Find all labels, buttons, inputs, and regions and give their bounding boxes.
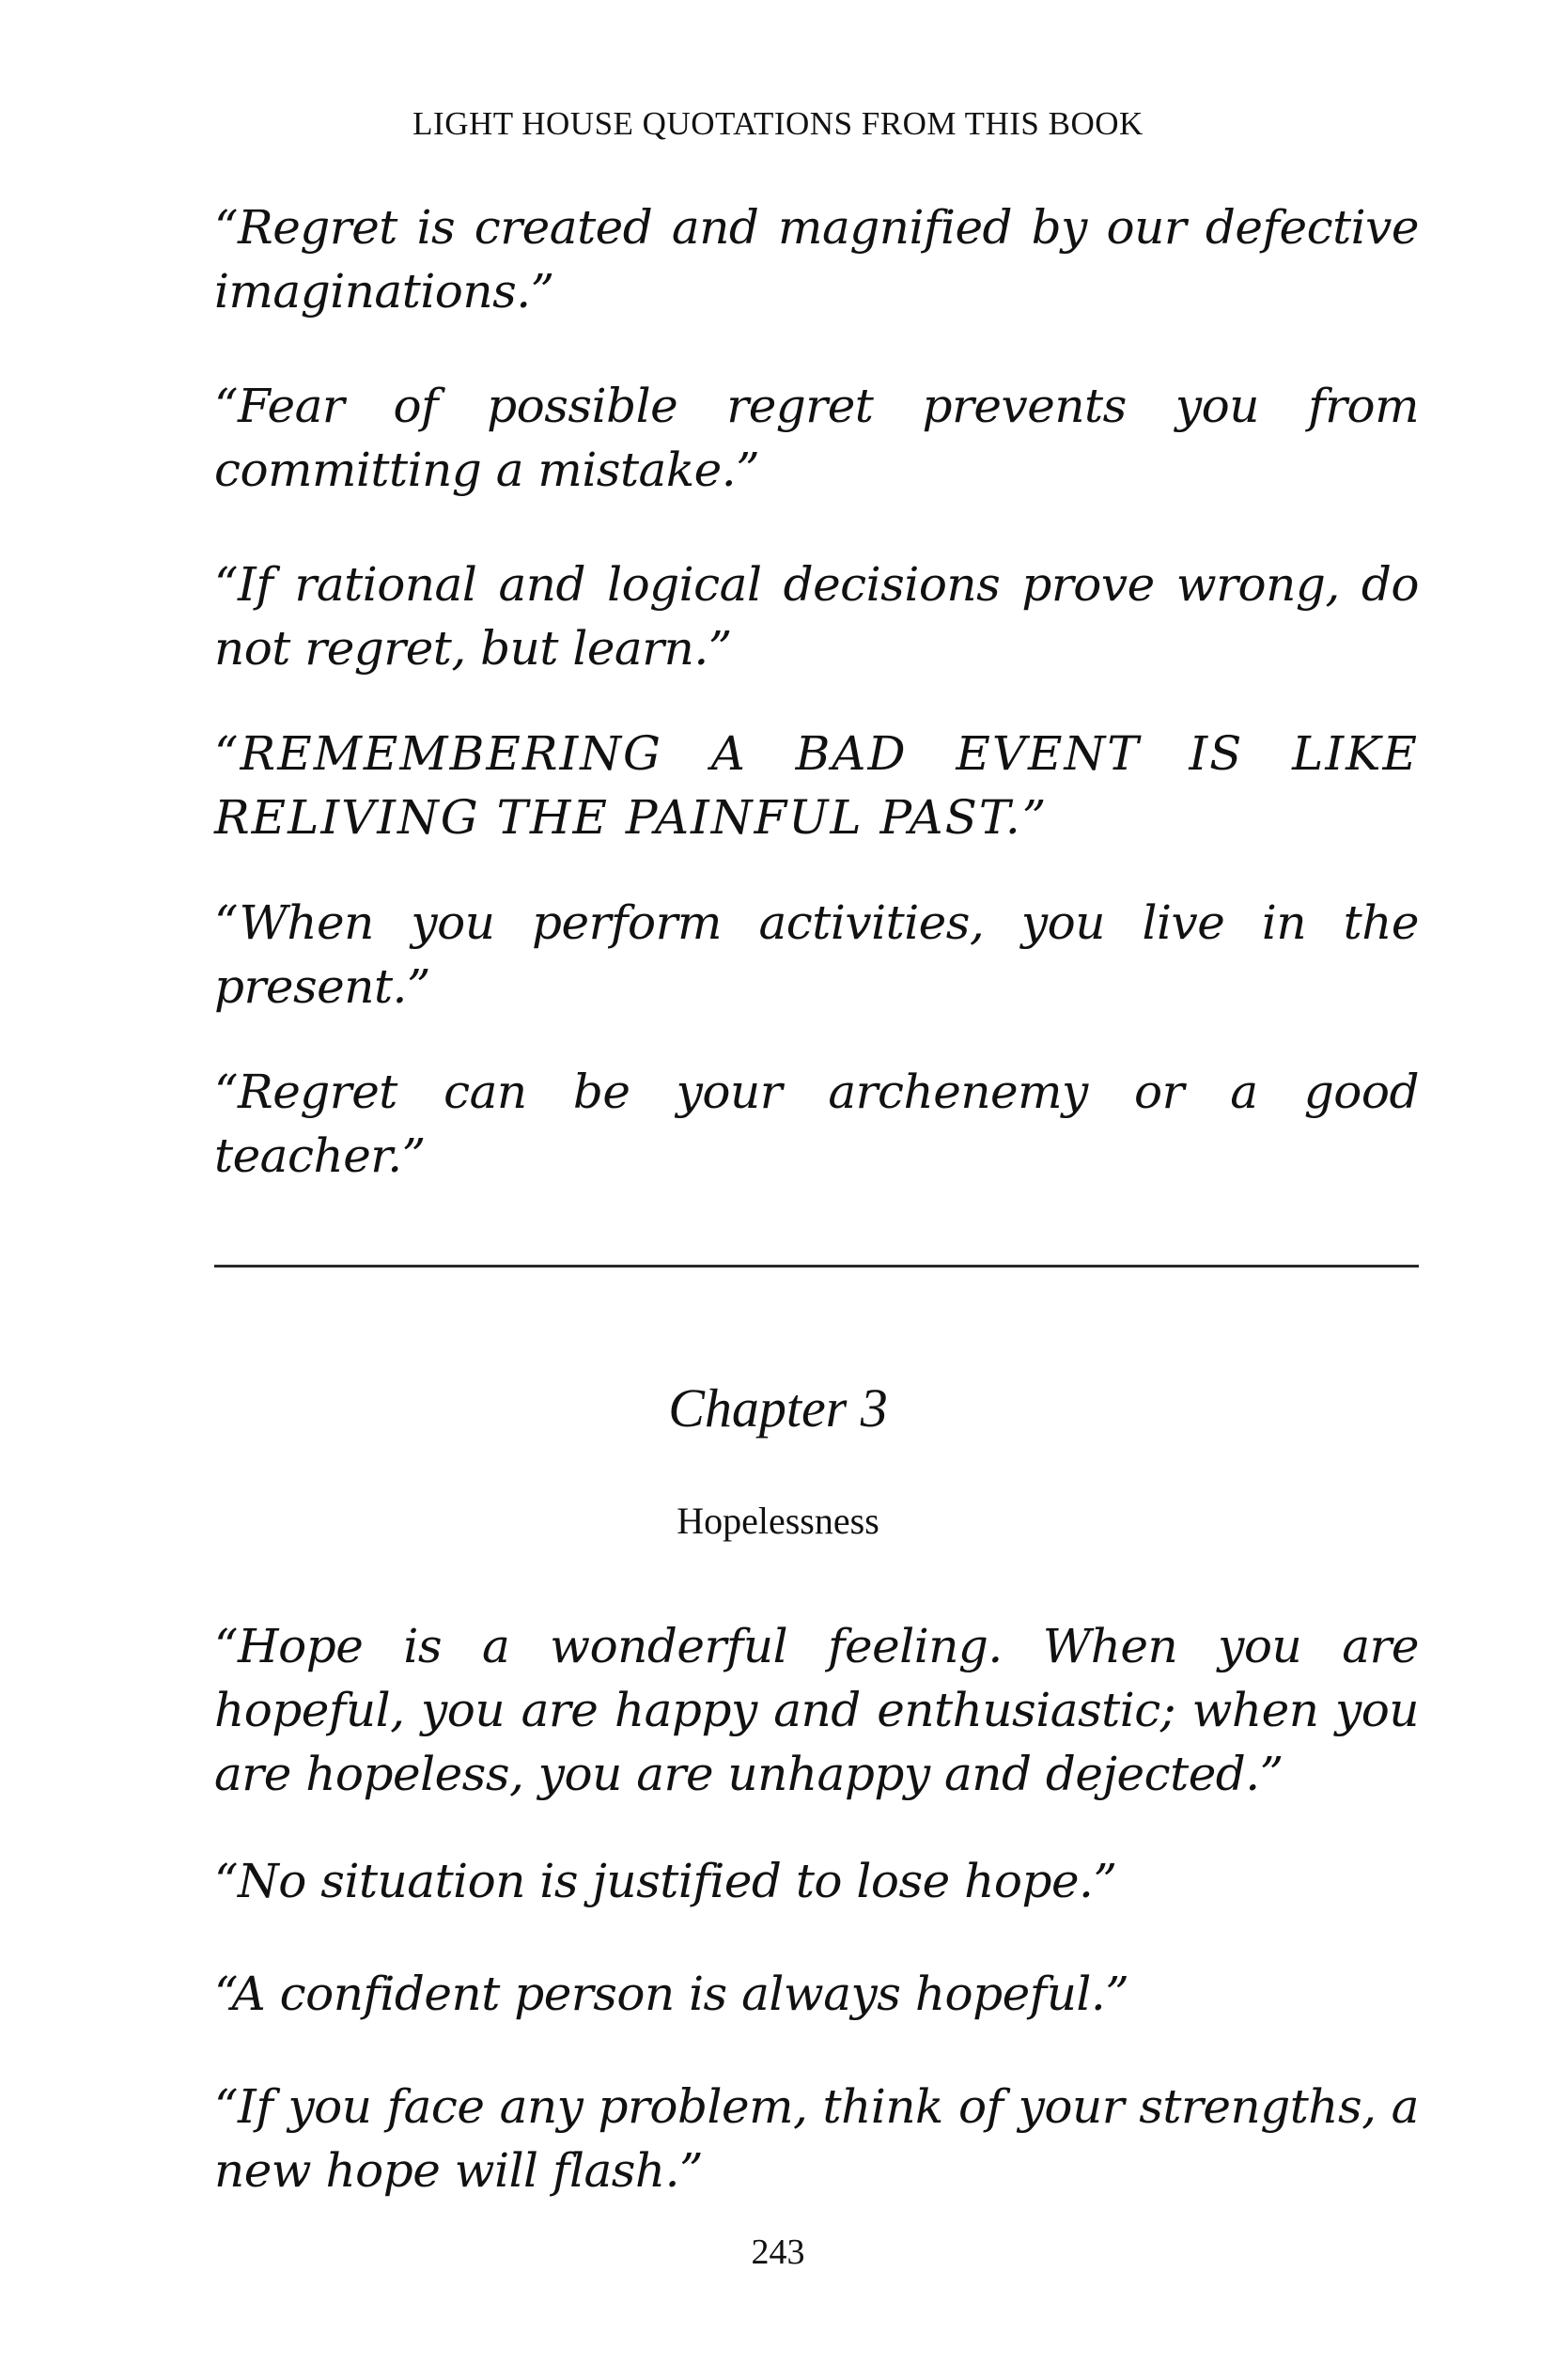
quote: “If you face any problem, think of your strengths, a new hope will flash.”	[214, 2079, 1419, 2198]
running-head: LIGHT HOUSE QUOTATIONS FROM THIS BOOK	[412, 105, 1144, 142]
quote: “A confident person is always hopeful.”	[214, 1967, 1129, 2021]
section-divider	[214, 1265, 1419, 1268]
quote: “REMEMBERING A BAD EVENT IS LIKE RELIVING THE PAINFUL PAST.”	[214, 726, 1419, 845]
quote: “Regret is created and magnified by our defective imaginations.”	[214, 200, 1419, 319]
chapter-title: Chapter 3	[668, 1377, 888, 1439]
quote: “No situation is justified to lose hope.”	[214, 1854, 1117, 1908]
chapter-subtitle: Hopelessness	[677, 1500, 879, 1542]
quote: “If rational and logical decisions prove wrong, do not regret, but learn.”	[214, 557, 1419, 676]
quote: “Hope is a wonderful feeling. When you are hopeful, you are happy and enthusiastic; when you are hopeless, you are unhappy and dejected.”	[214, 1619, 1419, 1801]
quote: “Fear of possible regret prevents you from committing a mistake.”	[214, 379, 1419, 497]
quote: “When you perform activities, you live in the present.”	[214, 895, 1419, 1014]
quote: “Regret can be your archenemy or a good teacher.”	[214, 1065, 1419, 1183]
page-number: 243	[751, 2232, 805, 2272]
